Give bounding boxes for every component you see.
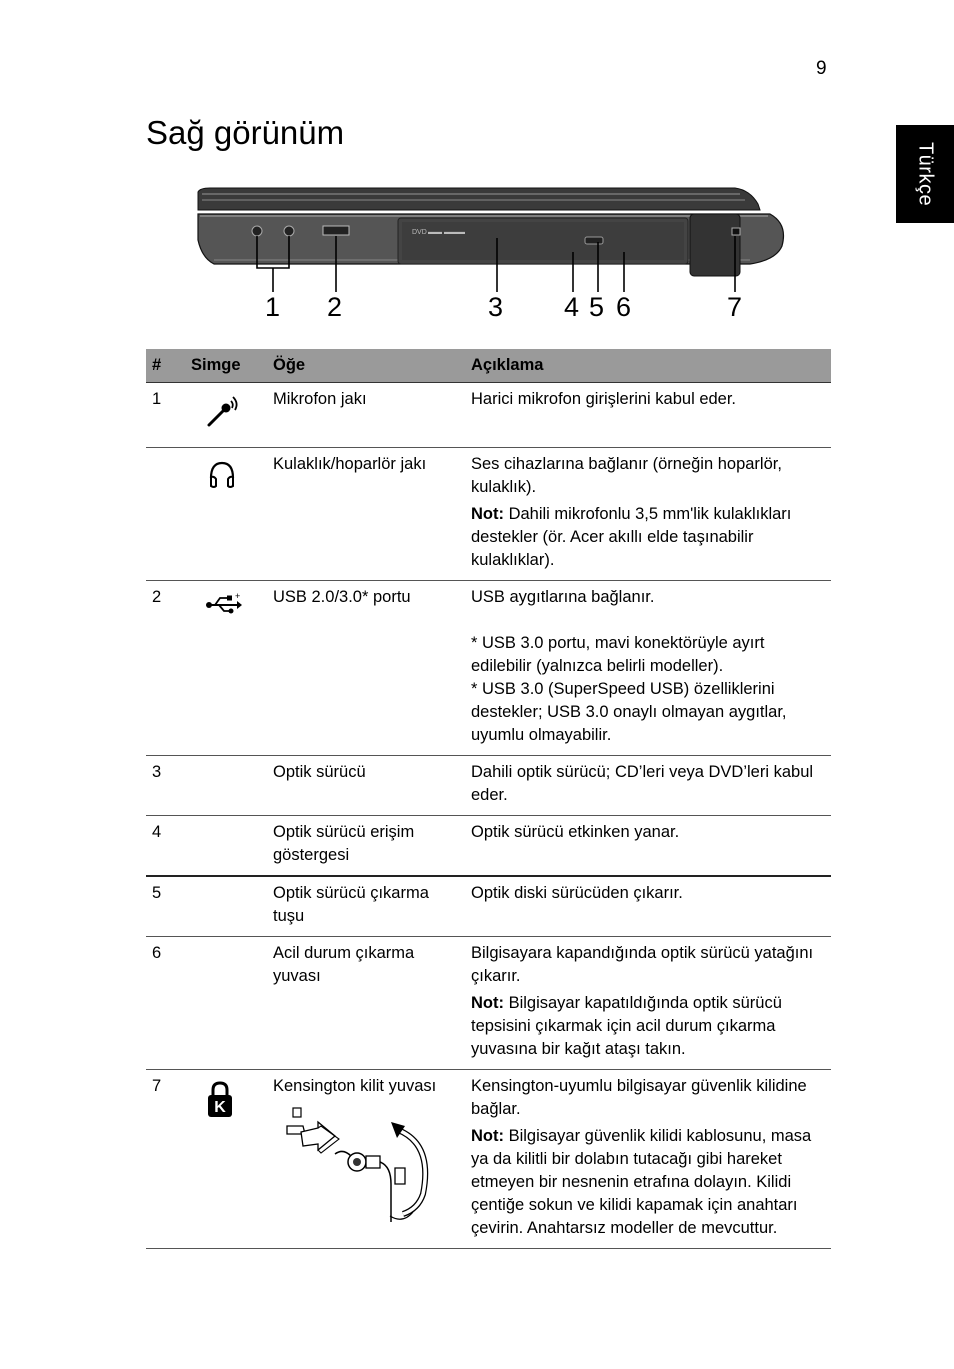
row-desc: Dahili optik sürücü; CD’leri veya DVD’leri kabul eder. <box>465 756 831 816</box>
row-item: Optik sürücü çıkarma tuşu <box>267 876 465 937</box>
page-title: Sağ görünüm <box>146 114 345 151</box>
row-desc: Harici mikrofon girişlerini kabul eder. <box>465 383 831 448</box>
kensington-lock-icon <box>205 1080 235 1120</box>
row-num: 1 <box>146 383 185 448</box>
row-num: 7 <box>146 1070 185 1249</box>
header-icon: Simge <box>185 349 267 383</box>
callout-5: 5 <box>589 292 605 322</box>
note-label: Not: <box>471 994 504 1012</box>
callout-6: 6 <box>616 292 632 322</box>
note-text: Bilgisayar kapatıldığında optik sürücü tepsisini çıkarmak için acil durum çıkarma yuvasına bir kağıt ataşı takın. <box>471 994 782 1058</box>
row-item: Kulaklık/hoparlör jakı <box>267 448 465 581</box>
row-desc: Optik sürücü etkinken yanar. <box>465 816 831 877</box>
row-item: Optik sürücü <box>267 756 465 816</box>
table-row <box>146 581 831 756</box>
row-desc: Bilgisayara kapandığında optik sürücü yatağını çıkarır. <box>471 944 814 985</box>
table-row <box>146 1070 831 1249</box>
callout-2: 2 <box>327 292 343 322</box>
callout-1: 1 <box>265 292 281 322</box>
note-label: Not: <box>471 505 504 523</box>
table-row <box>146 876 831 937</box>
note-label: Not: <box>471 1127 504 1145</box>
language-tab <box>896 125 954 223</box>
callout-3: 3 <box>488 292 504 322</box>
header-num: # <box>146 349 185 383</box>
row-num: 3 <box>146 756 185 816</box>
row-item: Mikrofon jakı <box>267 383 465 448</box>
row-note <box>471 992 825 1061</box>
row-desc: Kensington-uyumlu bilgisayar güvenlik kilidine bağlar. <box>471 1077 807 1118</box>
callout-4: 4 <box>564 292 580 322</box>
table-row <box>146 937 831 1070</box>
svg-text:K: K <box>214 1099 226 1116</box>
table-row <box>146 448 831 581</box>
svg-text:▬▬ ▬▬▬: ▬▬ ▬▬▬ <box>428 229 465 236</box>
components-table <box>146 349 831 1249</box>
table-header-row <box>146 349 831 383</box>
callout-7: 7 <box>727 292 743 322</box>
row-item: USB 2.0/3.0* portu <box>267 581 465 756</box>
language-tab-label: Türkçe <box>914 141 937 207</box>
header-item: Öğe <box>267 349 465 383</box>
svg-text:+: + <box>235 591 241 601</box>
headphones-icon <box>205 458 239 492</box>
note-text: Dahili mikrofonlu 3,5 mm'lik kulaklıkları destekler (ör. Acer akıllı elde taşınabilir kulaklıklar). <box>471 505 792 569</box>
microphone-icon <box>205 393 241 429</box>
table-row <box>146 383 831 448</box>
lock-installation-illustration <box>273 1104 438 1229</box>
row-note <box>471 1125 825 1240</box>
row-desc: USB aygıtlarına bağlanır. <box>471 588 655 606</box>
row-num: 2 <box>146 581 185 756</box>
note-text: Bilgisayar güvenlik kilidi kablosunu, masa ya da kilitli bir dolabın tutacağı gibi hareket etmeyen bir nesnenin etrafına dolayın. Kilidi çentiğe sokun ve kilidi kapamak için anahtarı çevirin. Anahtarsız modeller de mevcuttur. <box>471 1127 812 1237</box>
row-desc: Optik diski sürücüden çıkarır. <box>465 876 831 937</box>
row-item: Kensington kilit yuvası <box>273 1077 437 1095</box>
row-extra-1: * USB 3.0 portu, mavi konektörüyle ayırt edilebilir (yalnızca belirli modeller). <box>471 634 765 675</box>
row-num: 4 <box>146 816 185 877</box>
row-item: Optik sürücü erişim göstergesi <box>267 816 465 877</box>
svg-text:DVD: DVD <box>412 229 427 236</box>
row-extra-2: * USB 3.0 (SuperSpeed USB) özelliklerini destekler; USB 3.0 onaylı olmayan aygıtlar, uyumlu olmayabilir. <box>471 680 787 744</box>
row-num: 6 <box>146 937 185 1070</box>
laptop-right-side-figure <box>190 180 790 330</box>
usb-icon <box>205 591 243 615</box>
row-num <box>146 448 185 581</box>
table-row <box>146 756 831 816</box>
header-desc: Açıklama <box>465 349 831 383</box>
table-row <box>146 816 831 877</box>
row-item: Acil durum çıkarma yuvası <box>267 937 465 1070</box>
row-desc: Ses cihazlarına bağlanır (örneğin hoparlör, kulaklık). <box>471 455 782 496</box>
row-num: 5 <box>146 876 185 937</box>
row-note <box>471 503 825 572</box>
page-number: 9 <box>816 58 827 79</box>
